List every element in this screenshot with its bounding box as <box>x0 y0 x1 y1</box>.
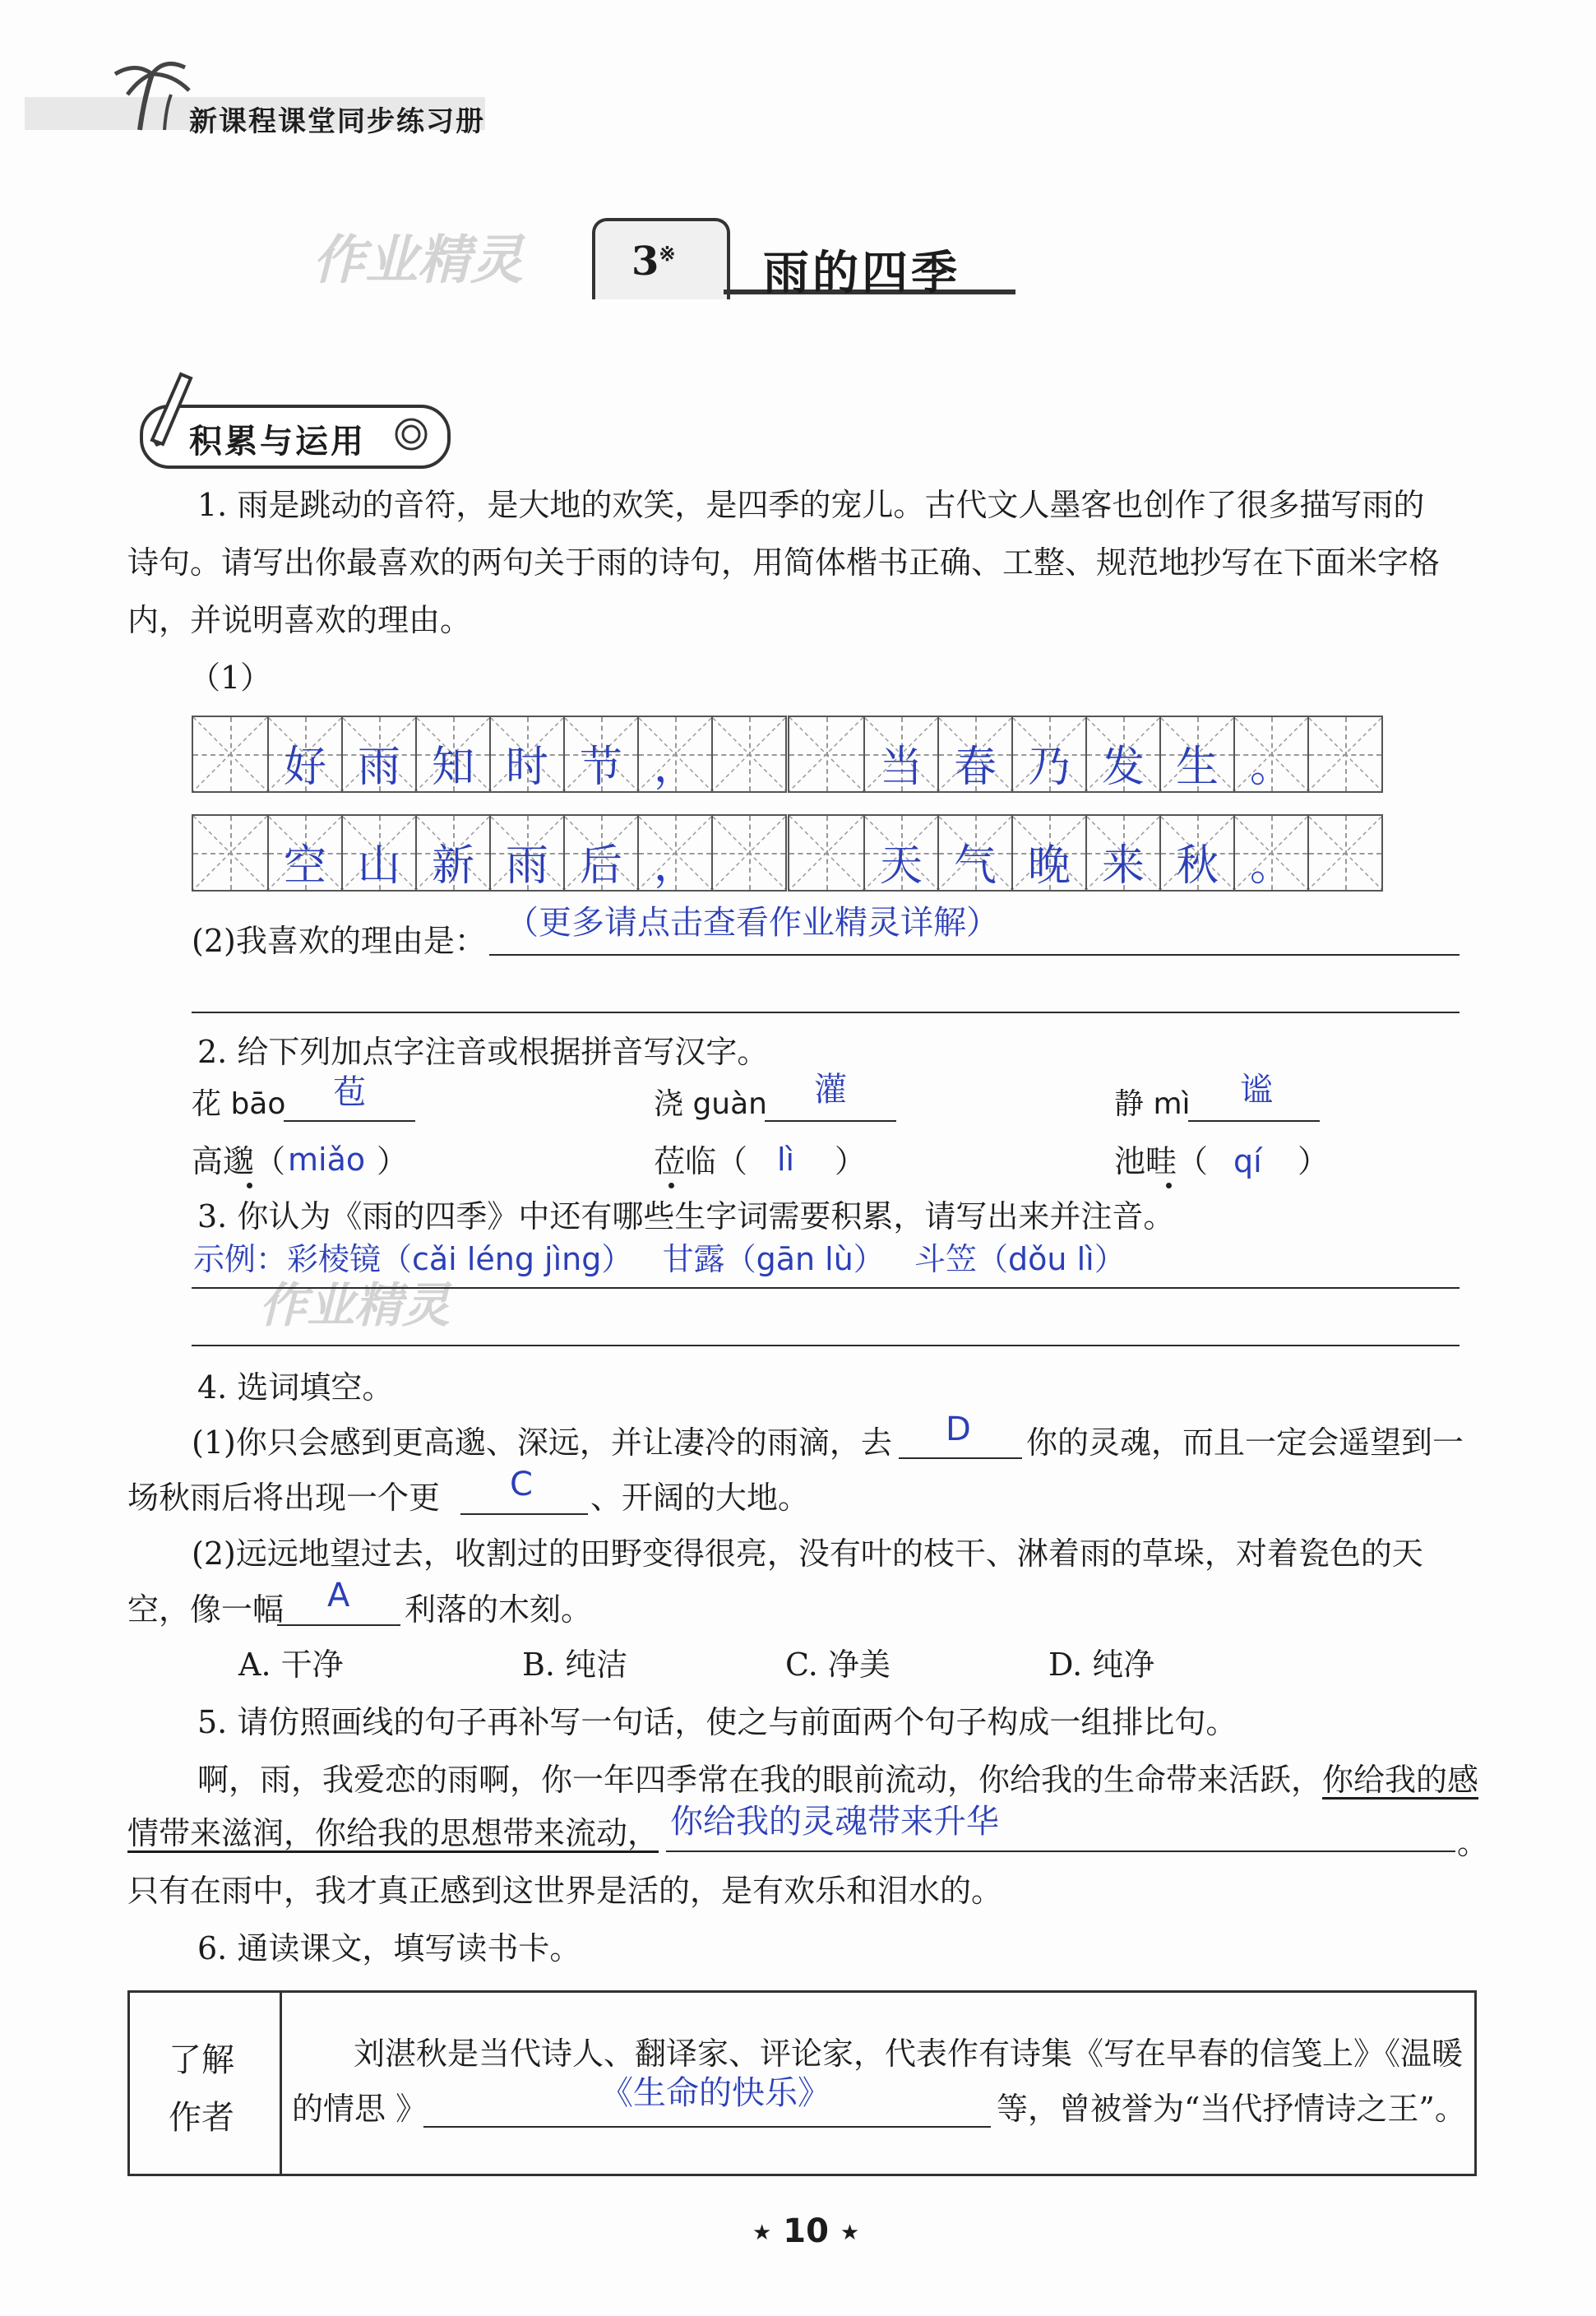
grid-cell[interactable] <box>1085 816 1159 890</box>
grid-cell[interactable] <box>563 717 637 791</box>
q2-item-1-line[interactable] <box>284 1120 415 1122</box>
q1-sub1-label: （1） <box>189 660 272 696</box>
q4-blank-2[interactable] <box>460 1513 588 1515</box>
reason-answer-line[interactable] <box>489 954 1460 956</box>
grid-character: 雨 <box>357 743 400 792</box>
grid-character: 时 <box>505 743 548 792</box>
grid-row-2[interactable] <box>788 716 1383 793</box>
q2-item-3-answer: 谧 <box>1240 1071 1273 1109</box>
grid-cell[interactable] <box>1307 717 1381 791</box>
grid-character: 后 <box>579 841 622 891</box>
underlined-sentence-cont: 情带来滋润，你给我的思想带来流动， <box>127 1815 659 1851</box>
q2-item-5-close: ） <box>835 1143 867 1179</box>
grid-row-4[interactable] <box>788 814 1383 892</box>
q5-answer: 你给我的灵魂带来升华 <box>670 1803 999 1841</box>
q2-item-6-answer: qí <box>1233 1143 1262 1179</box>
grid-cell[interactable] <box>789 717 863 791</box>
q2-item-3-label: 静 mì <box>1114 1087 1191 1121</box>
grid-character: 气 <box>953 841 997 891</box>
q4-s1a: (1)你只会感到更高邈、深远，并让凄冷的雨滴，去 <box>192 1424 892 1461</box>
grid-character: 。 <box>1249 743 1293 792</box>
page-number: ★ 10 ★ <box>752 2212 860 2250</box>
lesson-number: 3※ <box>631 239 676 285</box>
grid-cell[interactable] <box>193 816 267 890</box>
q1-sub2-label: (2)我喜欢的理由是： <box>192 923 486 959</box>
q5-answer-line[interactable] <box>666 1850 1455 1852</box>
grid-cell[interactable] <box>1233 816 1307 890</box>
grid-cell[interactable] <box>637 717 711 791</box>
reading-card-divider <box>280 1990 282 2176</box>
q4-s2c: 利落的木刻。 <box>405 1591 593 1628</box>
q4-option-c: C. 净美 <box>785 1647 891 1683</box>
q2-item-1-answer: 苞 <box>333 1073 366 1111</box>
grid-cell[interactable] <box>789 816 863 890</box>
q2-item-2-answer: 灌 <box>814 1071 847 1109</box>
grid-cell[interactable] <box>267 816 341 890</box>
grid-cell[interactable] <box>563 816 637 890</box>
q4-s1d: 、开阔的大地。 <box>590 1480 810 1516</box>
q3-answer-line-1[interactable] <box>192 1287 1460 1289</box>
grid-cell[interactable] <box>1159 816 1233 890</box>
reading-card-line2a: 的情思 》 <box>292 2091 428 2127</box>
q5-period: 。 <box>1457 1825 1489 1861</box>
q2-item-4-close: ） <box>377 1143 409 1179</box>
star-icon: ★ <box>752 2221 772 2245</box>
grid-cell[interactable] <box>341 816 415 890</box>
grid-character: 生 <box>1175 743 1219 792</box>
watermark: 作业精灵 <box>259 1277 451 1333</box>
q2-item-6-close: ） <box>1298 1143 1330 1179</box>
q2-prompt: 2. 给下列加点字注音或根据拼音写汉字。 <box>197 1034 769 1070</box>
reading-card-answer: 《生命的快乐》 <box>600 2074 830 2112</box>
q4-blank-2-answer: C <box>510 1466 533 1503</box>
q4-prompt: 4. 选词填空。 <box>197 1369 394 1406</box>
grid-cell[interactable] <box>267 717 341 791</box>
grid-cell[interactable] <box>937 717 1011 791</box>
q4-blank-3-answer: A <box>327 1577 350 1614</box>
grid-character: 。 <box>1249 841 1293 891</box>
reading-card-line2b: 等，曾被誉为“当代抒情诗之王”。 <box>997 2091 1466 2127</box>
watermark: 作业精灵 <box>312 230 523 291</box>
reading-card-line1: 刘湛秋是当代诗人、翻译家、评论家，代表作有诗集《写在早春的信笺上》《温暖 <box>354 2036 1464 2072</box>
grid-character: 晚 <box>1027 841 1071 891</box>
grid-cell[interactable] <box>1011 717 1085 791</box>
grid-cell[interactable] <box>1011 816 1085 890</box>
emphasis-dot <box>668 1183 674 1188</box>
q3-answer: 示例：彩棱镜（cǎi léng jìng） 甘露（gān lù） 斗笠（dǒu lì） <box>193 1241 1126 1277</box>
grid-character: 知 <box>431 743 474 792</box>
q2-item-6-label: 池畦（ <box>1114 1143 1209 1179</box>
grid-cell[interactable] <box>193 717 267 791</box>
q3-answer-line-2[interactable] <box>192 1345 1460 1346</box>
grid-character: 空 <box>283 841 326 891</box>
grid-character: 秋 <box>1175 841 1219 891</box>
palm-tree-icon <box>107 58 197 132</box>
grid-cell[interactable] <box>341 717 415 791</box>
reason-answer-line-2[interactable] <box>192 1012 1460 1013</box>
q4-option-d: D. 纯净 <box>1048 1647 1155 1683</box>
grid-cell[interactable] <box>1085 717 1159 791</box>
q4-option-b: B. 纯洁 <box>522 1647 628 1683</box>
q1-line2: 诗句。请写出你最喜欢的两句关于雨的诗句，用简体楷书正确、工整、规范地抄写在下面米字格 <box>127 544 1441 581</box>
emphasis-dot <box>247 1183 252 1188</box>
grid-cell[interactable] <box>711 717 785 791</box>
grid-character: 新 <box>431 841 474 891</box>
grid-character: 当 <box>879 743 923 792</box>
grid-character: 来 <box>1101 841 1145 891</box>
reason-answer: （更多请点击查看作业精灵详解） <box>506 904 999 942</box>
q6-prompt: 6. 通读课文，填写读书卡。 <box>197 1930 581 1966</box>
q1-line3: 内，并说明喜欢的理由。 <box>127 602 472 638</box>
q4-s1b: 你的灵魂，而且一定会遥望到一 <box>1026 1424 1464 1461</box>
grid-character: 节 <box>579 743 622 792</box>
grid-character: 雨 <box>505 841 548 891</box>
q2-item-3-line[interactable] <box>1188 1120 1320 1122</box>
emphasis-dot <box>1166 1183 1172 1188</box>
grid-cell[interactable] <box>937 816 1011 890</box>
grid-cell[interactable] <box>415 816 489 890</box>
grid-cell[interactable] <box>415 717 489 791</box>
grid-cell[interactable] <box>489 816 563 890</box>
q4-option-a: A. 干净 <box>238 1647 344 1683</box>
lesson-title: 雨的四季 <box>763 247 960 300</box>
section-title: 积累与运用 <box>189 423 366 461</box>
q4-s2a: (2)远远地望过去，收割过的田野变得很亮，没有叶的枝干、淋着雨的草垛，对着瓷色的天 <box>192 1536 1423 1572</box>
grid-row-1[interactable] <box>192 716 787 793</box>
grid-character: ， <box>653 841 696 891</box>
grid-character: 发 <box>1101 743 1145 792</box>
grid-character: 山 <box>357 841 400 891</box>
q1-line1: 1. 雨是跳动的音符，是大地的欢笑，是四季的宠儿。古代文人墨客也创作了很多描写雨的 <box>197 487 1425 523</box>
q5-paragraph-line3: 只有在雨中，我才真正感到这世界是活的，是有欢乐和泪水的。 <box>127 1873 1003 1909</box>
grid-cell[interactable] <box>863 816 937 890</box>
q5-paragraph-line1: 啊，雨，我爱恋的雨啊，你一年四季常在我的眼前流动，你给我的生命带来活跃，你给我的感 <box>197 1762 1479 1798</box>
grid-cell[interactable] <box>489 717 563 791</box>
q3-prompt: 3. 你认为《雨的四季》中还有哪些生字词需要积累，请写出来并注音。 <box>197 1198 1175 1234</box>
grid-cell[interactable] <box>1159 717 1233 791</box>
underlined-sentence: 你给我的感 <box>1322 1762 1479 1798</box>
q4-blank-3[interactable] <box>277 1624 400 1626</box>
pencil-icon <box>132 366 197 448</box>
q2-item-2-line[interactable] <box>765 1120 896 1122</box>
grid-cell[interactable] <box>711 816 785 890</box>
q2-item-5-answer: lì <box>777 1142 795 1178</box>
q4-blank-1-answer: D <box>946 1410 971 1448</box>
reading-card-blank[interactable] <box>423 2126 991 2128</box>
grid-character: 天 <box>879 841 923 891</box>
q4-s1c: 场秋雨后将出现一个更 <box>127 1480 441 1516</box>
target-icon <box>391 415 432 453</box>
grid-cell[interactable] <box>1233 717 1307 791</box>
header-title: 新课程课堂同步练习册 <box>189 105 485 138</box>
grid-character: 好 <box>283 743 326 792</box>
grid-cell[interactable] <box>863 717 937 791</box>
q2-item-5-label: 莅临（ <box>654 1143 748 1179</box>
q2-item-1-label: 花 bāo <box>192 1087 286 1121</box>
q4-s2b: 空，像一幅 <box>127 1591 285 1628</box>
star-icon: ★ <box>840 2221 860 2245</box>
q4-blank-1[interactable] <box>899 1457 1022 1459</box>
q5-prompt: 5. 请仿照画线的句子再补写一句话，使之与前面两个句子构成一组排比句。 <box>197 1704 1237 1740</box>
grid-row-3[interactable] <box>192 814 787 892</box>
grid-character: 春 <box>953 743 997 792</box>
grid-cell[interactable] <box>1307 816 1381 890</box>
grid-character: 乃 <box>1027 743 1071 792</box>
grid-cell[interactable] <box>637 816 711 890</box>
reading-card-header: 了解 作者 <box>169 2041 234 2137</box>
q2-item-4-answer: miǎo <box>288 1142 366 1178</box>
grid-character: ， <box>653 743 696 792</box>
q2-item-4-label: 高邈（ <box>192 1143 286 1179</box>
q2-item-2-label: 浇 guàn <box>654 1087 767 1121</box>
